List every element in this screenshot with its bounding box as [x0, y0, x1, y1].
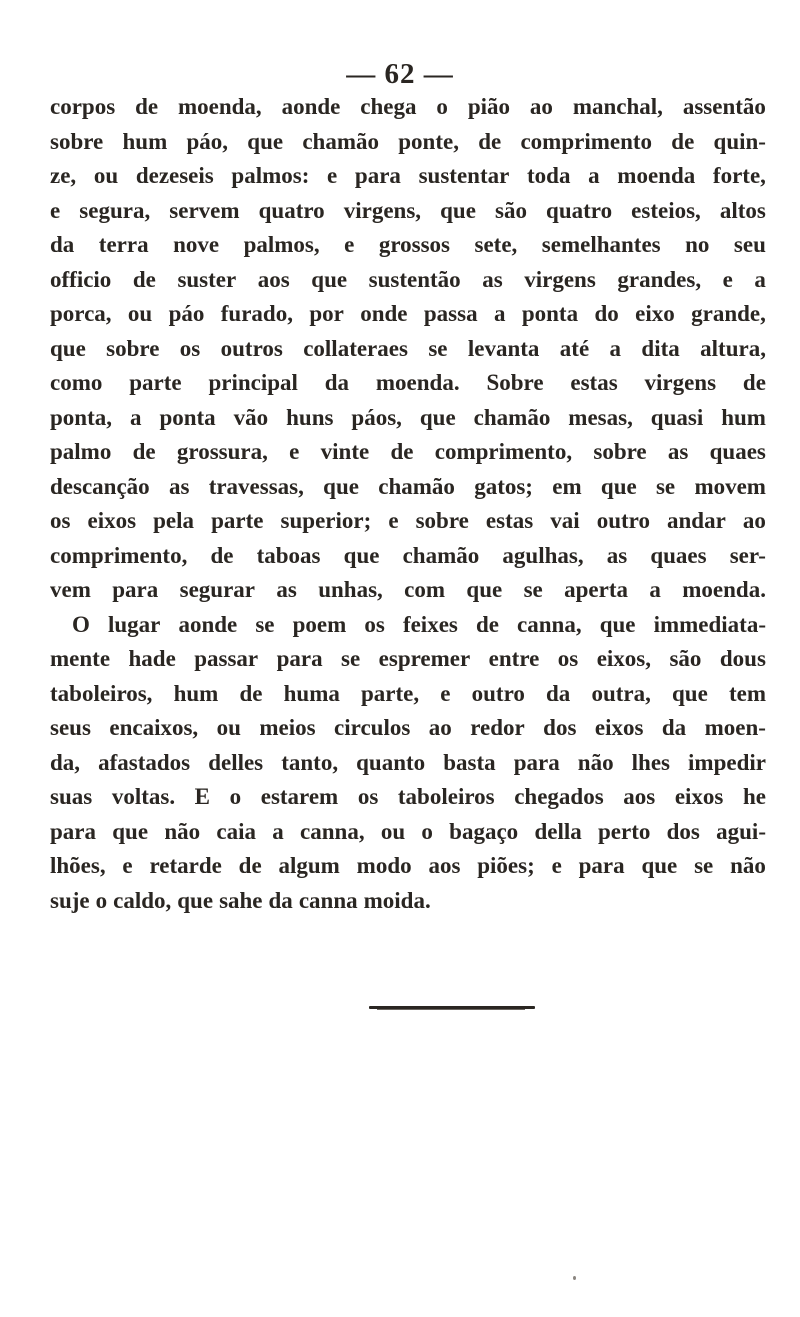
word: e	[289, 439, 300, 464]
word: que	[466, 577, 503, 602]
word: chega	[360, 94, 417, 119]
word: voltas.	[111, 784, 176, 809]
word: de	[742, 370, 766, 395]
word: esteios,	[631, 197, 701, 223]
text-line	[50, 297, 766, 332]
word: são	[495, 197, 527, 223]
text-line	[50, 677, 766, 712]
word: ponte,	[398, 128, 459, 154]
word: segurar	[179, 577, 255, 602]
word: poem	[292, 611, 347, 637]
word: moenda.	[375, 370, 460, 395]
word: aos	[428, 853, 461, 878]
word: della	[534, 818, 582, 844]
word: grande,	[691, 301, 766, 326]
word: eixo	[635, 301, 675, 326]
word: e	[722, 266, 733, 292]
word: canna	[298, 887, 358, 913]
end-rule	[369, 1006, 535, 1009]
word: chamão	[402, 542, 480, 568]
word: segura,	[79, 197, 151, 223]
word: movem	[694, 473, 766, 499]
text-line	[50, 366, 766, 401]
word: de	[135, 94, 159, 119]
body-text	[50, 90, 766, 918]
word: que	[50, 335, 86, 361]
word: da,	[50, 749, 81, 775]
word: dita	[641, 335, 680, 361]
word: quasi	[650, 404, 704, 430]
word: quaes	[650, 542, 707, 568]
word: de	[475, 611, 499, 637]
word: se	[255, 611, 275, 637]
word: chamão	[473, 404, 551, 430]
word: páos,	[351, 404, 402, 430]
word: parte,	[361, 680, 420, 706]
word: e	[344, 232, 355, 257]
word: que	[323, 473, 359, 499]
word: ou	[216, 715, 241, 740]
word: da	[50, 232, 75, 257]
word: chamão	[302, 128, 380, 154]
word: se	[655, 473, 676, 499]
text-line	[50, 711, 766, 746]
word: hum	[173, 680, 219, 706]
word: a	[493, 301, 506, 326]
word: grossos	[378, 232, 451, 257]
word: taboas	[256, 542, 321, 568]
word: semelhantes	[541, 232, 661, 257]
word: se	[428, 335, 448, 361]
word: são	[669, 646, 702, 671]
text-line	[50, 125, 766, 160]
word: bagaço	[449, 818, 519, 844]
word: taboleiros,	[50, 680, 153, 706]
word: dos	[666, 818, 700, 844]
text-line	[50, 849, 766, 884]
word: as	[168, 473, 190, 499]
word: caia	[216, 818, 256, 844]
word: algum	[278, 853, 340, 878]
text-line	[50, 194, 766, 229]
word: nove	[173, 232, 220, 257]
word: lhões,	[50, 853, 106, 878]
word: redor	[470, 715, 525, 740]
word: do	[594, 301, 619, 326]
word: ze,	[50, 163, 77, 188]
word: aonde	[281, 94, 341, 119]
word: que	[440, 197, 476, 223]
word: immediata-	[653, 611, 766, 637]
word: ponta	[159, 404, 216, 430]
word: ou	[127, 301, 153, 326]
text-line	[50, 435, 766, 470]
text-line	[50, 263, 766, 298]
word: chamão	[378, 473, 455, 499]
word: eixos	[674, 784, 724, 809]
word: a	[129, 404, 142, 430]
word: descanção	[50, 473, 150, 499]
word: gatos;	[474, 473, 533, 499]
word: onde	[360, 301, 408, 326]
word: Sobre	[486, 370, 544, 395]
word: moen-	[704, 715, 766, 740]
word: agulhas,	[502, 542, 584, 568]
word: de	[132, 439, 156, 464]
word: de	[132, 266, 156, 292]
word: eixos	[87, 508, 137, 533]
word: hum	[122, 128, 168, 154]
word: grossura,	[176, 439, 268, 464]
word: e	[551, 853, 562, 878]
word: ao	[428, 715, 452, 740]
word: palmos,	[243, 232, 320, 257]
word: terra	[98, 232, 149, 257]
word: ou	[93, 163, 119, 188]
word: moenda.	[682, 577, 766, 602]
text-line	[50, 332, 766, 367]
word: para	[578, 853, 625, 878]
word: as	[276, 577, 297, 602]
word: suje	[50, 887, 90, 913]
word: que	[112, 818, 149, 844]
word: até	[559, 335, 590, 361]
word: pião	[467, 94, 511, 119]
word: vem	[50, 577, 91, 602]
word: eixos,	[596, 646, 651, 671]
word: travessas,	[208, 473, 304, 499]
word: canna,	[300, 818, 365, 844]
text-line	[50, 642, 766, 677]
word: lhes	[631, 749, 670, 775]
word: estas	[485, 508, 534, 533]
word: da	[546, 680, 571, 706]
word: servem	[169, 197, 240, 223]
text-line	[50, 90, 766, 125]
word: collateraes	[303, 335, 408, 361]
word: não	[164, 818, 201, 844]
word: lugar	[107, 611, 161, 637]
word: entre	[488, 646, 540, 671]
word: he	[742, 784, 766, 809]
word: que	[599, 611, 636, 637]
word: outro	[596, 508, 650, 533]
word: altura,	[700, 335, 766, 361]
word: chegados	[514, 784, 604, 809]
word: feixes	[402, 611, 458, 637]
word: piões;	[477, 853, 535, 878]
word: como	[50, 370, 103, 395]
word: quatro	[546, 197, 613, 223]
text-line	[50, 159, 766, 194]
word: de	[478, 128, 502, 154]
word: que	[177, 887, 214, 913]
word: tanto,	[281, 749, 339, 775]
word: altos	[719, 197, 766, 223]
word: ponta,	[50, 404, 112, 430]
word: dos	[543, 715, 577, 740]
word: basta	[443, 749, 496, 775]
word: impedir	[688, 749, 766, 775]
word: que	[311, 266, 348, 292]
word: dezeseis	[135, 163, 214, 188]
word: os	[50, 508, 71, 533]
word: parte	[129, 370, 182, 395]
word: canna,	[517, 611, 582, 637]
word: aos	[623, 784, 656, 809]
word: circulos	[334, 715, 411, 740]
word: manchal,	[572, 94, 663, 119]
word: virgens	[644, 370, 717, 395]
word: em	[552, 473, 582, 499]
word: a	[609, 335, 622, 361]
word: sustentar	[418, 163, 510, 188]
word: quin-	[713, 128, 766, 154]
word: passa	[423, 301, 478, 326]
word: toda	[527, 163, 571, 188]
word: palmo	[50, 439, 112, 464]
text-line	[50, 539, 766, 574]
word: que	[419, 404, 456, 430]
word: não	[577, 749, 614, 775]
word: estarem	[260, 784, 339, 809]
word: principal	[208, 370, 298, 395]
word: espremer	[378, 646, 471, 671]
word: a	[754, 266, 766, 292]
word: para	[112, 577, 159, 602]
word: quanto	[356, 749, 426, 775]
word: sobre	[106, 335, 160, 361]
word: para	[50, 818, 96, 844]
word: aonde	[178, 611, 238, 637]
text-line	[50, 228, 766, 263]
word: outros	[220, 335, 283, 361]
word: agui-	[716, 818, 766, 844]
word: o	[436, 94, 448, 119]
word: sustentão	[368, 266, 461, 292]
word: quatro	[258, 197, 325, 223]
word: superior;	[280, 508, 372, 533]
word: vai	[550, 508, 580, 533]
word: huns	[286, 404, 334, 430]
word: caldo,	[113, 887, 172, 913]
word: passar	[194, 646, 259, 671]
word: se	[341, 646, 361, 671]
word: palmos:	[231, 163, 310, 188]
word: de	[239, 680, 263, 706]
word: hum	[721, 404, 766, 430]
word: eixos	[594, 715, 644, 740]
word: da	[661, 715, 687, 740]
word: forte,	[712, 163, 766, 188]
word: ao	[742, 508, 766, 533]
word: que	[641, 853, 678, 878]
word: para	[276, 646, 323, 671]
text-line	[50, 470, 766, 505]
word: perto	[597, 818, 651, 844]
word: que	[247, 128, 284, 154]
text-line	[50, 573, 766, 608]
word: no	[685, 232, 710, 257]
text-line	[50, 746, 766, 781]
word: moenda,	[177, 94, 262, 119]
word: porca,	[50, 301, 112, 326]
word: as	[606, 542, 628, 568]
text-line	[50, 608, 766, 643]
word: as	[482, 266, 503, 292]
word: assentão	[682, 94, 766, 119]
word: corpos	[50, 94, 116, 119]
word: furado,	[220, 301, 293, 326]
word: meios	[259, 715, 316, 740]
word: modo	[356, 853, 412, 878]
word: e	[388, 508, 399, 533]
word: de	[210, 542, 234, 568]
word: a	[588, 163, 600, 188]
word: retarde	[149, 853, 222, 878]
word: O	[72, 611, 90, 637]
word: aperta	[564, 577, 628, 602]
word: sahe	[219, 887, 263, 913]
word: se	[694, 853, 714, 878]
word: comprimento	[520, 128, 653, 154]
word: para	[354, 163, 401, 188]
word: páo,	[186, 128, 229, 154]
word: ao	[529, 94, 553, 119]
word: que	[600, 473, 637, 499]
word: suas	[50, 784, 93, 809]
word: aos	[257, 266, 290, 292]
word: andar	[667, 508, 726, 533]
word: afastados	[98, 749, 191, 775]
word: sobre	[50, 128, 104, 154]
word: e	[440, 680, 451, 706]
word: huma	[283, 680, 340, 706]
word: sobre	[415, 508, 469, 533]
text-line	[50, 504, 766, 539]
word: os	[179, 335, 201, 361]
word: outra,	[591, 680, 651, 706]
word: officio	[50, 266, 112, 292]
word: E	[194, 784, 211, 809]
word: de	[238, 853, 262, 878]
word: comprimento,	[50, 542, 188, 568]
word: mente	[50, 646, 111, 671]
word: virgens,	[343, 197, 422, 223]
word: a	[272, 818, 284, 844]
word: e	[50, 197, 61, 223]
word: moenda	[617, 163, 696, 188]
word: as	[667, 439, 689, 464]
word: de	[390, 439, 414, 464]
word: os	[364, 611, 385, 637]
word: moida.	[363, 887, 431, 913]
word: mesas,	[568, 404, 633, 430]
word: virgens	[524, 266, 596, 292]
word: para	[513, 749, 560, 775]
word: taboleiros	[397, 784, 495, 809]
word: grandes,	[617, 266, 702, 292]
text-line	[50, 780, 766, 815]
word: unhas,	[318, 577, 383, 602]
word: que	[343, 542, 380, 568]
word: vinte	[320, 439, 370, 464]
word: o	[95, 887, 108, 913]
word: comprimento,	[434, 439, 573, 464]
word: dous	[719, 646, 766, 671]
word: pela	[153, 508, 195, 533]
word: encaixos,	[109, 715, 199, 740]
word: ponta	[521, 301, 579, 326]
word: quaes	[709, 439, 766, 464]
word: suster	[177, 266, 237, 292]
word: outro	[471, 680, 525, 706]
word: de	[671, 128, 695, 154]
text-line	[50, 884, 766, 919]
word: e	[122, 853, 133, 878]
word: sobre	[593, 439, 647, 464]
word: seu	[733, 232, 766, 257]
word: se	[523, 577, 543, 602]
word: páo	[168, 301, 205, 326]
word: o	[229, 784, 242, 809]
word: por	[309, 301, 344, 326]
word: ou	[380, 818, 406, 844]
word: levanta	[467, 335, 540, 361]
word: ser-	[729, 542, 766, 568]
word: os	[557, 646, 579, 671]
word: e	[327, 163, 338, 188]
word: com	[404, 577, 446, 602]
word: a	[649, 577, 661, 602]
word: hade	[128, 646, 176, 671]
word: os	[357, 784, 379, 809]
word: da	[324, 370, 350, 395]
text-line	[50, 815, 766, 850]
word: não	[730, 853, 766, 878]
word: parte	[211, 508, 264, 533]
word: que	[672, 680, 708, 706]
word: da	[268, 887, 293, 913]
word: o	[421, 818, 433, 844]
word: estas	[570, 370, 618, 395]
paper-speck	[573, 1276, 576, 1280]
text-line	[50, 401, 766, 436]
word: seus	[50, 715, 91, 740]
page-number: — 62 —	[346, 58, 454, 90]
word: vão	[233, 404, 269, 430]
word: delles	[208, 749, 264, 775]
word: sete,	[474, 232, 518, 257]
word: tem	[728, 680, 766, 706]
